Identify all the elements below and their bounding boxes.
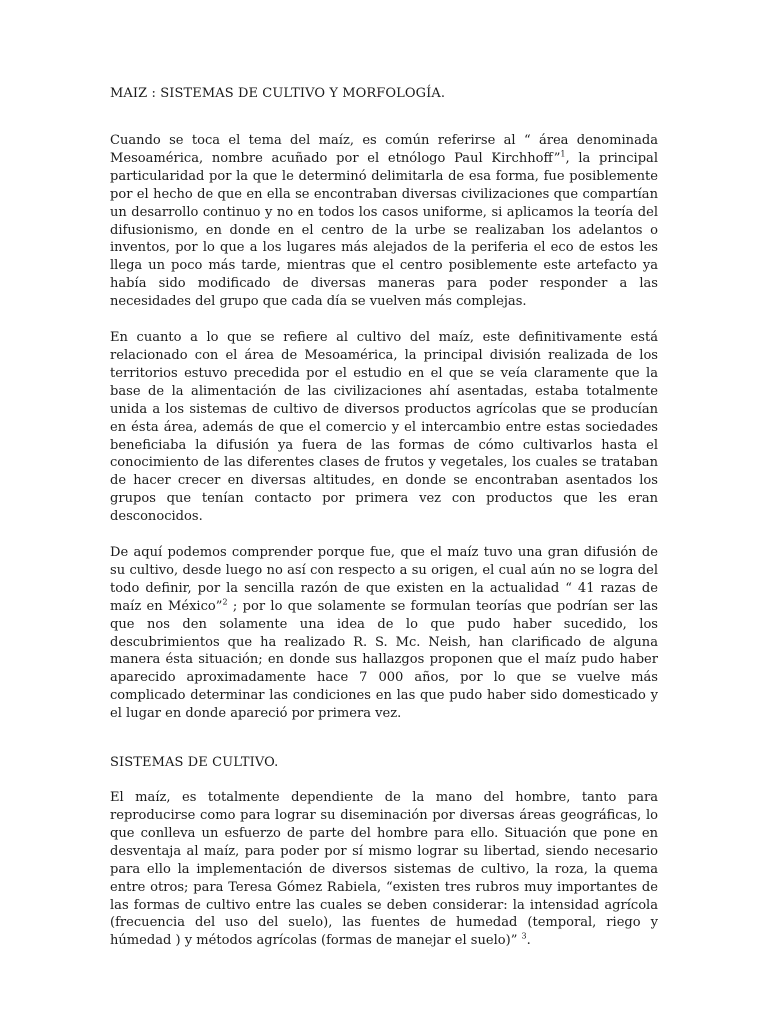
document-page	[110, 84, 658, 950]
paragraph-4-text-a: El maíz, es totalmente dependiente de la mano del hombre, tanto para reproducirse como para lograr su diseminación por diversas áreas geográficas, lo que conlleva un esfuerzo de parte del hombre para ello. Situación que pone en desventaja al maíz, para poder por sí mismo lograr su libertad, siendo necesario para ello la implementación de diversos sistemas de cultivo, la roza, la quema entre otros; para Teresa Gómez Rabiela, “existen tres rubros muy importantes de las formas de cultivo entre las cuales se deben considerar: la intensidad agrícola (frecuencia del uso del suelo), las fuentes de humedad (temporal, riego y húmedad ) y métodos agrícolas (formas de manejar el suelo)”	[110, 790, 658, 949]
paragraph-3-text-b: ; por lo que solamente se formulan teorías que podrían ser las que nos den solamente una idea de lo que pudo haber sucedido, los descubrimientos que ha realizado R. S. Mc. Neish, han clarificado de alguna manera ésta situación; en donde sus hallazgos proponen que el maíz pudo haber aparecido aproximadamente hace 7 000 años, por lo que se vuelve más complicado determinar las condiciones en las que pudo haber sido domesticado y el lugar en donde apareció por primera vez.	[110, 598, 658, 722]
footnote-ref-2: 2	[222, 597, 228, 607]
paragraph-1-text-b: , la principal particularidad por la que le determinó delimitarla de esa forma, fue posiblemente por el hecho de que en ella se encontraban diversas civilizaciones que compartían un desarrollo continuo y no en todos los casos uniforme, si aplicamos la teoría del difusionismo, en donde en el centro de la urbe se realizaban los adelantos o inventos, por lo que a los lugares más alejados de la periferia el eco de estos les llega un poco más tarde, mientras que el centro posiblemente este artefacto ya había sido modificado de diversas maneras para poder responder a las necesidades del grupo que cada día se vuelven más complejas.	[110, 150, 658, 310]
paragraph-2: En cuanto a lo que se refiere al cultivo del maíz, este definitivamente está relacionado con el área de Mesoamérica, la principal división realizada de los territorios estuvo precedida por el estudio en el que se veía claramente que la base de la alimentación de las civilizaciones ahí asentadas, estaba totalmente unida a los sistemas de cultivo de diversos productos agrícolas que se producían en ésta área, además de que el comercio y el intercambio entre estas sociedades beneficiaba la difusión ya fuera de las formas de cómo cultivarlos hasta el conocimiento de las diferentes clases de frutos y vegetales, los cuales se trataban de hacer crecer en diversas altitudes, en donde se encontraban asentados los grupos que tenían contacto por primera vez con productos que les eran desconocidos.	[110, 330, 658, 525]
paragraph-3-text-a: De aquí podemos comprender porque fue, que el maíz tuvo una gran difusión de su cultivo, desde luego no así con respecto a su origen, el cual aún no se logra del todo definir, por la sencilla razón de que existen en la actualidad “ 41 razas de maíz en México”	[110, 545, 658, 614]
paragraph-4	[110, 789, 658, 950]
section-heading: SISTEMAS DE CULTIVO.	[110, 755, 279, 771]
paragraph-3	[110, 544, 658, 723]
paragraph-1-text-a: Cuando se toca el tema del maíz, es común referirse al “ área denominada Mesoamérica, nombre acuñado por el etnólogo Paul Kirchhoff”	[110, 133, 658, 166]
footnote-ref-1: 1	[560, 149, 566, 159]
paragraph-4-text-b: .	[526, 933, 531, 949]
paragraph-1	[110, 132, 658, 311]
footnote-ref-3: 3	[521, 932, 527, 941]
document-title: MAIZ : SISTEMAS DE CULTIVO Y MORFOLOGÍA.	[110, 86, 446, 101]
